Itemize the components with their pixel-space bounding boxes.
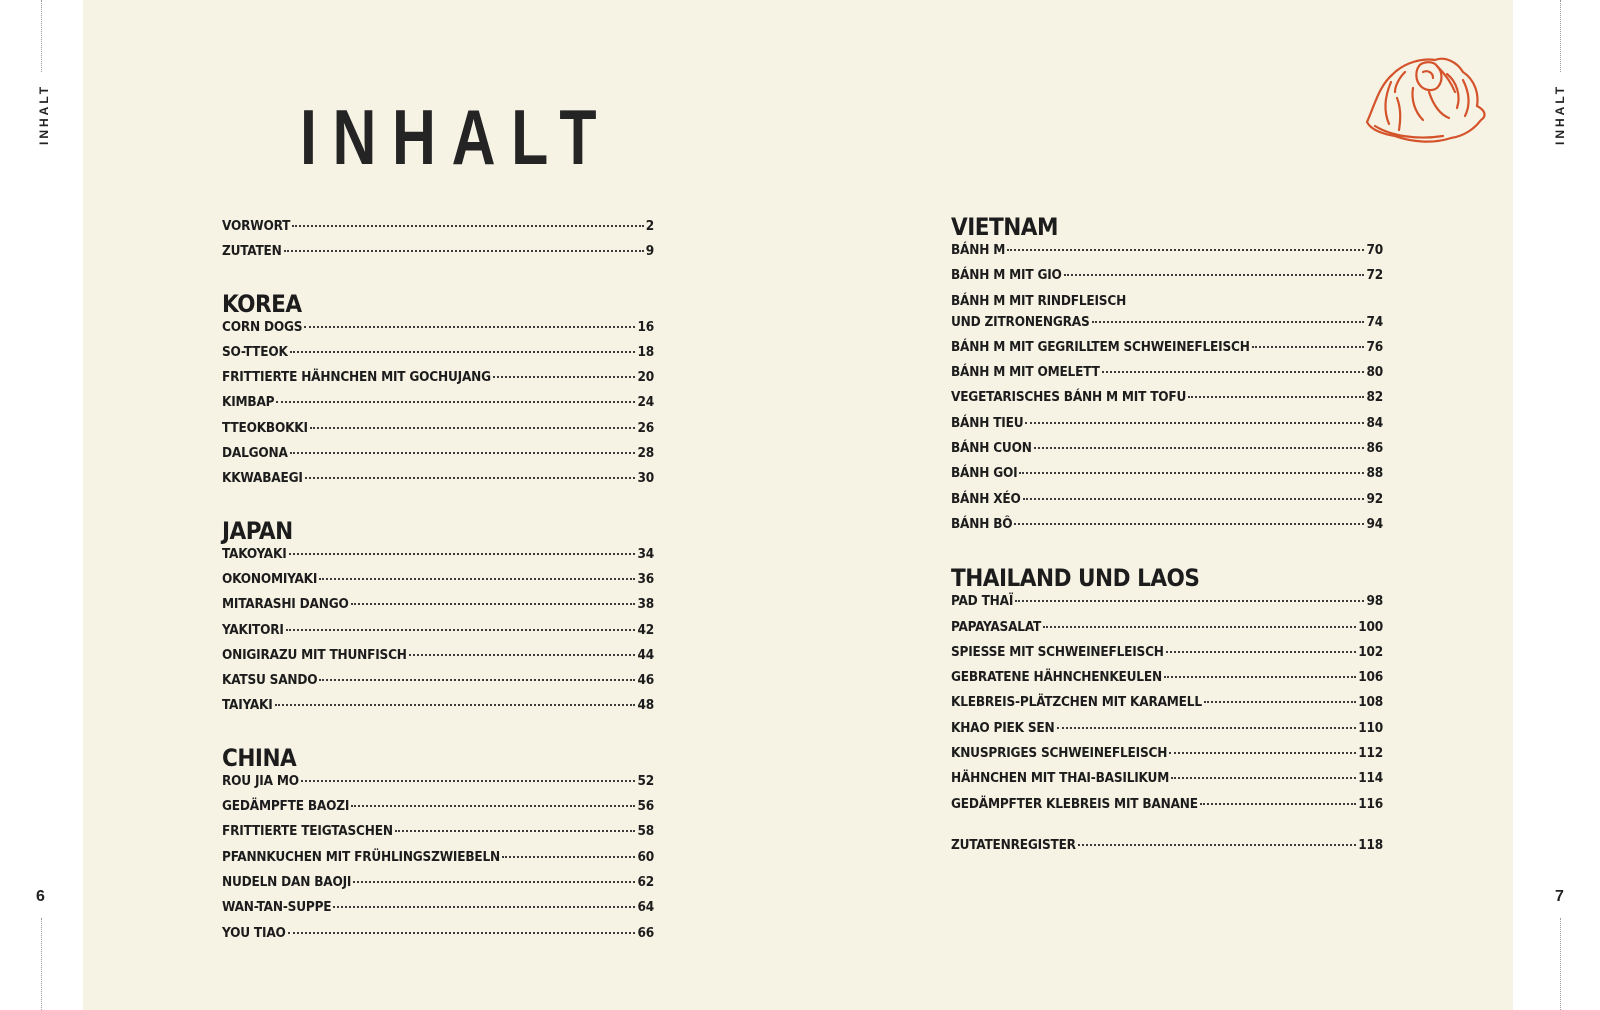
toc-entry[interactable]: FRITTIERTE TEIGTASCHEN 58 (222, 823, 654, 840)
toc-entry[interactable]: PAPAYASALAT 100 (951, 618, 1383, 635)
margin-rule-left-top (41, 0, 42, 72)
toc-entry[interactable]: UND ZITRONENGRAS 74 (951, 313, 1383, 330)
leader-dots (351, 805, 635, 807)
leader-dots (1025, 422, 1364, 424)
toc-entry[interactable]: MITARASHI DANGO 38 (222, 596, 654, 613)
toc-entry[interactable]: KKWABAEGI 30 (222, 470, 654, 487)
leader-dots (1164, 676, 1356, 678)
toc-entry[interactable]: BÁNH BÔ 94 (951, 515, 1383, 532)
leader-dots (1057, 727, 1357, 729)
leader-dots (351, 603, 636, 605)
toc-entry-index[interactable]: ZUTATENREGISTER 118 (951, 836, 1383, 853)
leader-dots (1166, 651, 1356, 653)
toc-entry[interactable]: YAKITORI 42 (222, 621, 654, 638)
leader-dots (305, 477, 636, 479)
leader-dots (1014, 523, 1364, 525)
toc-entry[interactable]: GEDÄMPFTE BAOZI 56 (222, 798, 654, 815)
toc-entry[interactable]: NUDELN DAN BAOJI 62 (222, 873, 654, 890)
toc-entry[interactable]: ONIGIRAZU MIT THUNFISCH 44 (222, 646, 654, 663)
toc-entry[interactable]: PFANNKUCHEN MIT FRÜHLINGSZWIEBELN 60 (222, 848, 654, 865)
leader-dots (292, 225, 644, 227)
toc-entry[interactable]: KIMBAP 24 (222, 394, 654, 411)
toc-entry[interactable]: BÁNH M MIT GIO 72 (951, 267, 1383, 284)
leader-dots (1169, 752, 1356, 754)
toc-entry[interactable]: HÄHNCHEN MIT THAI-BASILIKUM 114 (951, 770, 1383, 787)
toc-entry[interactable]: BÁNH XÉO 92 (951, 490, 1383, 507)
toc-entry[interactable]: OKONOMIYAKI 36 (222, 570, 654, 587)
page-title: INHALT (300, 93, 613, 181)
toc-entry[interactable]: KNUSPRIGES SCHWEINEFLEISCH 112 (951, 745, 1383, 762)
leader-dots (1171, 777, 1356, 779)
toc-entry[interactable]: DALGONA 28 (222, 445, 654, 462)
toc-entry[interactable]: BÁNH CUON 86 (951, 440, 1383, 457)
leader-dots (310, 427, 636, 429)
leader-dots (1007, 249, 1364, 251)
toc-entry[interactable]: GEDÄMPFTER KLEBREIS MIT BANANE 116 (951, 795, 1383, 812)
leader-dots (1078, 844, 1356, 846)
leader-dots (493, 376, 636, 378)
toc-entry[interactable]: ZUTATEN 9 (222, 243, 654, 260)
toc-entry[interactable]: PAD THAÏ 98 (951, 593, 1383, 610)
margin-rule-right-top (1560, 0, 1561, 72)
toc-entry[interactable]: BÁNH M MIT OMELETT 80 (951, 364, 1383, 381)
toc-entry[interactable]: TAKOYAKI 34 (222, 545, 654, 562)
toc-entry[interactable]: KATSU SANDO 46 (222, 672, 654, 689)
toc-entry[interactable]: BÁNH M MIT GEGRILLTEM SCHWEINEFLEISCH 76 (951, 338, 1383, 355)
leader-dots (284, 250, 644, 252)
toc-entry[interactable]: GEBRATENE HÄHNCHENKEULEN 106 (951, 669, 1383, 686)
toc-entry[interactable]: CORN DOGS 16 (222, 318, 654, 335)
toc-entry[interactable]: VORWORT 2 (222, 218, 654, 234)
leader-dots (395, 830, 636, 832)
toc-entry[interactable]: VEGETARISCHES BÁNH M MIT TOFU 82 (951, 389, 1383, 406)
section-title-thailand-laos: THAILAND UND LAOS (951, 564, 1200, 593)
leader-dots (288, 932, 636, 934)
leader-dots (502, 856, 635, 858)
leader-dots (1015, 600, 1364, 602)
margin-rule-left-bottom (41, 918, 42, 1010)
leader-dots (1034, 447, 1365, 449)
leader-dots (1252, 346, 1365, 348)
toc-entry[interactable]: BÁNH M 70 (951, 242, 1383, 258)
section-title-korea: KOREA (222, 289, 302, 318)
leader-dots (289, 553, 636, 555)
toc-entry[interactable]: BÁNH TIEU 84 (951, 414, 1383, 431)
leader-dots (1019, 472, 1364, 474)
toc-entry[interactable]: SO-TTEOK 18 (222, 343, 654, 360)
leader-dots (319, 578, 635, 580)
toc-entry[interactable]: ROU JIA MO 52 (222, 772, 654, 789)
toc-entry[interactable]: KLEBREIS-PLÄTZCHEN MIT KARAMELL 108 (951, 694, 1383, 711)
leader-dots (1188, 396, 1364, 398)
leader-dots (333, 906, 635, 908)
toc-entry[interactable]: FRITTIERTE HÄHNCHEN MIT GOCHUJANG 20 (222, 369, 654, 386)
toc-right-column (951, 212, 1383, 862)
bao-bun-icon (1361, 52, 1489, 146)
toc-entry[interactable]: SPIESSE MIT SCHWEINEFLEISCH 102 (951, 643, 1383, 660)
toc-entry[interactable]: KHAO PIEK SEN 110 (951, 719, 1383, 736)
toc-entry-line1[interactable]: BÁNH M MIT RINDFLEISCH (951, 292, 1127, 309)
section-title-china: CHINA (222, 743, 297, 772)
section-title-vietnam: VIETNAM (951, 213, 1058, 241)
leader-dots (275, 704, 636, 706)
toc-entry[interactable]: YOU TIAO 66 (222, 924, 654, 941)
leader-dots (1043, 626, 1356, 628)
leader-dots (1023, 498, 1365, 500)
page-number-left: 6 (36, 888, 45, 905)
leader-dots (304, 326, 635, 328)
leader-dots (290, 351, 636, 353)
leader-dots (409, 654, 636, 656)
leader-dots (1204, 701, 1356, 703)
toc-entry[interactable]: TTEOKBOKKI 26 (222, 419, 654, 436)
leader-dots (286, 629, 636, 631)
toc-entry[interactable]: BÁNH GOI 88 (951, 465, 1383, 482)
running-head-right: INHALT (1553, 83, 1567, 145)
leader-dots (353, 881, 635, 883)
leader-dots (301, 780, 636, 782)
running-head-left: INHALT (37, 83, 51, 145)
leader-dots (1200, 803, 1356, 805)
leader-dots (1092, 321, 1365, 323)
toc-left-column (222, 218, 654, 950)
section-title-japan: JAPAN (222, 516, 293, 545)
leader-dots (290, 452, 636, 454)
toc-entry[interactable]: WAN-TAN-SUPPE 64 (222, 899, 654, 916)
toc-entry[interactable]: TAIYAKI 48 (222, 697, 654, 714)
leader-dots (1102, 371, 1365, 373)
leader-dots (319, 679, 635, 681)
leader-dots (1064, 274, 1365, 276)
margin-rule-right-bottom (1560, 918, 1561, 1010)
page-number-right: 7 (1555, 888, 1564, 905)
leader-dots (276, 401, 635, 403)
